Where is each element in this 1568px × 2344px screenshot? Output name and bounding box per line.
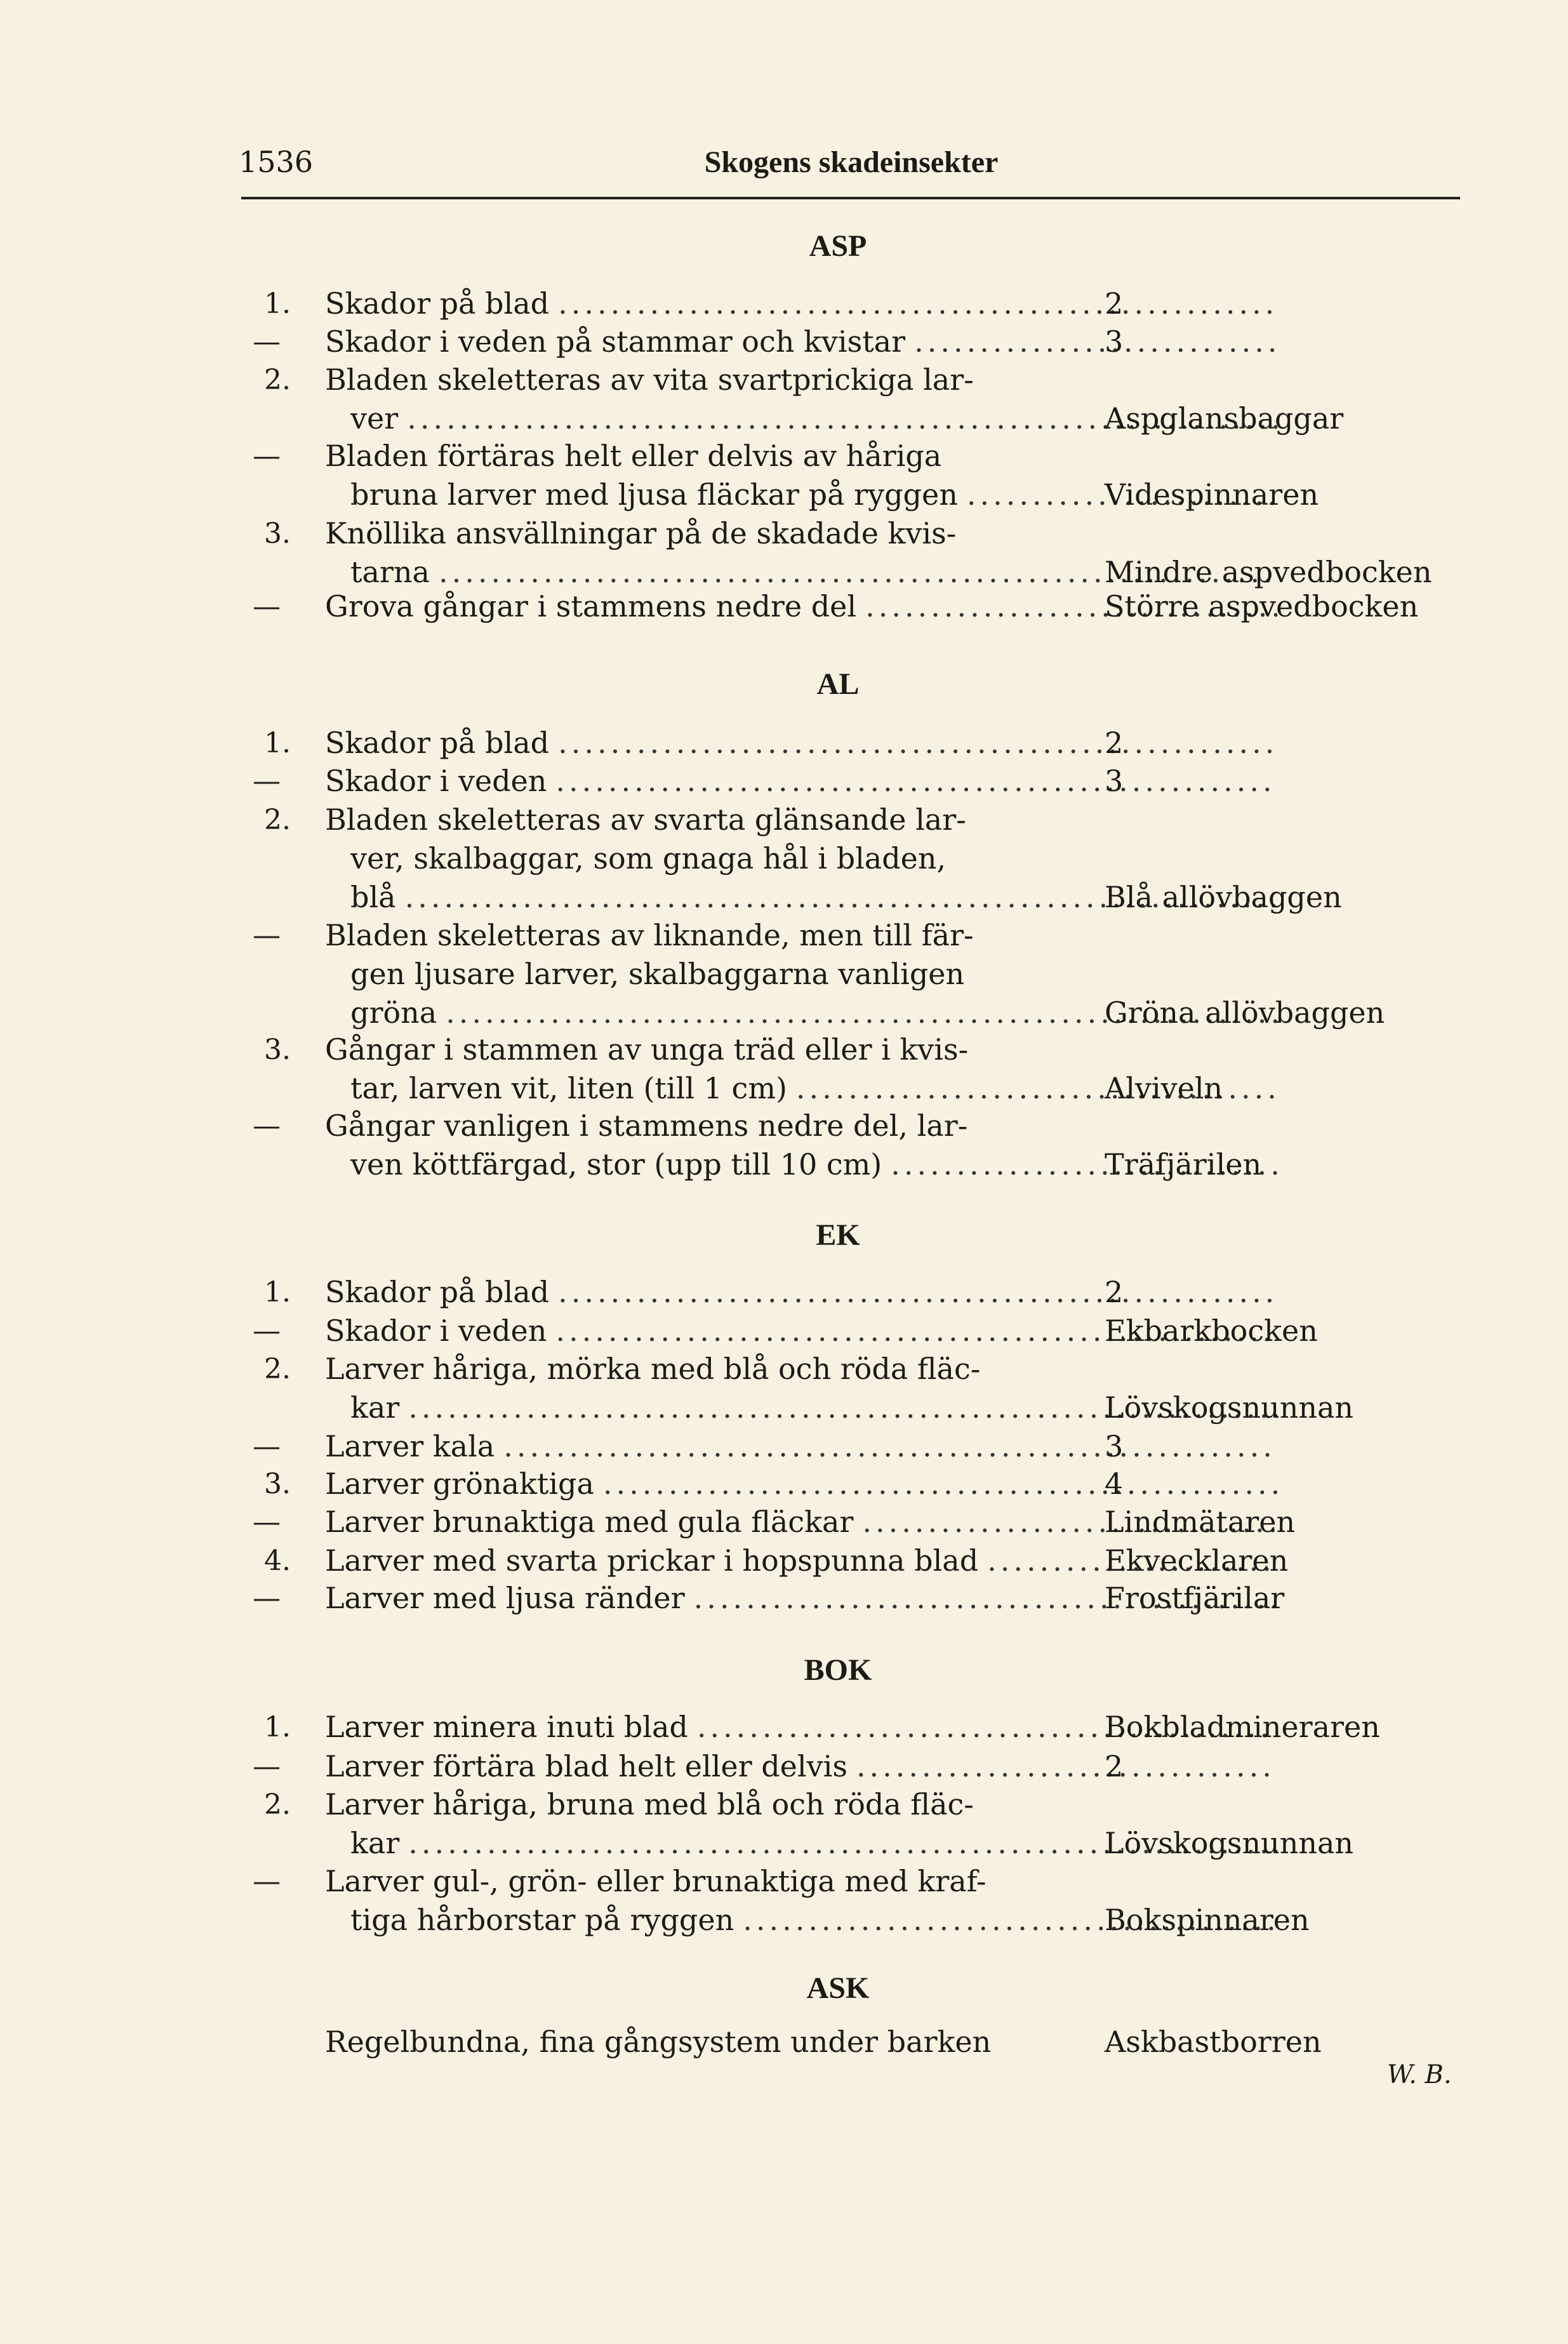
entry-line-text: kar: [350, 1826, 400, 1860]
entry-result: Aspglansbaggar: [1105, 401, 1344, 436]
entry-line: [325, 801, 1277, 839]
entry-line-text: Larver med svarta prickar i hopspunna blad: [325, 1543, 979, 1578]
entry-line: [325, 1107, 1277, 1145]
author-signature: W. B.: [1387, 2060, 1452, 2089]
entry-result: 2: [1105, 286, 1124, 321]
entry-line: [325, 839, 1277, 878]
entry-line-text: blå: [350, 880, 396, 914]
entry-result: Alviveln: [1105, 1071, 1223, 1105]
page-number: 1536: [239, 145, 314, 179]
entry-result: Videspinnaren: [1105, 477, 1319, 512]
entry-line-text: Skador på blad: [325, 1275, 550, 1309]
entry-number: 2.: [264, 364, 291, 396]
entry-line-text: Skador i veden: [325, 1314, 547, 1348]
entry-result: 3: [1105, 324, 1124, 359]
entry-number: —: [253, 1110, 281, 1142]
entry-line-text: ven köttfärgad, stor (upp till 10 cm): [350, 1147, 882, 1182]
entry-result: 3: [1105, 764, 1124, 798]
entry-line-text: Larver grönaktiga: [325, 1467, 594, 1501]
header-rule: [241, 197, 1460, 199]
entry-line-text: Larver med ljusa ränder: [325, 1581, 685, 1615]
entry-result: Lövskogsnunnan: [1105, 1826, 1354, 1860]
entry-number: —: [253, 326, 281, 358]
entry-line-text: kar: [350, 1390, 400, 1425]
entry-result: Mindre aspvedbocken: [1105, 555, 1432, 589]
entry-result: Askbastborren: [1105, 2025, 1322, 2059]
entry-line-text: Larver kala: [325, 1429, 495, 1463]
entry-number: 3.: [264, 1034, 291, 1066]
entry-line-text: tarna: [350, 555, 430, 589]
entry-line-text: Skador på blad: [325, 286, 550, 321]
entry-line-text: Bladen skeletteras av liknande, men till fär-: [325, 918, 974, 952]
entry-number: 2.: [264, 1353, 291, 1385]
section-title-bok: BOK: [804, 1653, 872, 1687]
entry-line-text: bruna larver med ljusa fläckar på ryggen: [350, 477, 958, 512]
entry-number: 1.: [264, 1711, 291, 1743]
entry-result: 2: [1105, 1749, 1124, 1783]
entry-number: —: [253, 765, 281, 797]
entry-number: —: [253, 1582, 281, 1615]
entry-line-text: Bladen skeletteras av vita svartprickiga lar-: [325, 363, 974, 397]
entry-line: [325, 1030, 1277, 1069]
entry-number: 1.: [264, 727, 291, 759]
entry-number: —: [253, 919, 281, 952]
entry-line-text: gen ljusare larver, skalbaggarna vanligen: [350, 957, 965, 991]
entry-number: 4.: [264, 1545, 291, 1577]
entry-line-text: Larver förtära blad helt eller delvis: [325, 1749, 847, 1783]
entry-line-text: Larver håriga, bruna med blå och röda fläc-: [325, 1787, 974, 1821]
section-title-ek: EK: [816, 1218, 860, 1252]
entry-line-text: Bladen förtäras helt eller delvis av håriga: [325, 439, 942, 473]
page-header: [239, 145, 1464, 189]
entry-line-text: gröna: [350, 996, 437, 1030]
entry-number: 3.: [264, 1468, 291, 1500]
entry-number: —: [253, 1430, 281, 1463]
entry-line: [325, 955, 1277, 994]
entry-line: [325, 361, 1277, 399]
entry-result: Blå allövbaggen: [1105, 880, 1342, 914]
entry-line: [325, 437, 1277, 476]
entry-result: Lindmätaren: [1105, 1505, 1296, 1539]
entry-line: [325, 1785, 1277, 1824]
entry-result: 4: [1105, 1467, 1124, 1501]
section-title-al: AL: [816, 667, 860, 701]
entry-result: Lövskogsnunnan: [1105, 1390, 1354, 1425]
entry-line-text: Skador i veden: [325, 764, 547, 798]
running-title: Skogens skadeinsekter: [704, 145, 999, 179]
entry-number: —: [253, 1315, 281, 1347]
entry-number: 1.: [264, 1276, 291, 1309]
entry-line-text: Knöllika ansvällningar på de skadade kvis-: [325, 516, 957, 550]
entry-result: 3: [1105, 1429, 1124, 1463]
entry-number: —: [253, 1506, 281, 1538]
entry-result: Gröna allövbaggen: [1105, 996, 1385, 1030]
entry-result: Bokspinnaren: [1105, 1903, 1310, 1937]
entry-line: [325, 916, 1277, 955]
entry-line: [325, 1350, 1277, 1388]
entry-line-text: Gångar vanligen i stammens nedre del, lar-: [325, 1109, 968, 1143]
entry-line-text: tiga hårborstar på ryggen: [350, 1903, 734, 1937]
entry-number: —: [253, 1865, 281, 1898]
entry-line-text: Regelbundna, fina gångsystem under barken: [325, 2025, 992, 2059]
entry-line-text: Larver brunaktiga med gula fläckar: [325, 1505, 854, 1539]
entry-result: Träfjärilen: [1105, 1147, 1262, 1182]
entry-line-text: Gångar i stammen av unga träd eller i kvis-: [325, 1032, 969, 1067]
entry-line-text: Skador på blad: [325, 726, 550, 760]
entry-number: 2.: [264, 804, 291, 836]
entry-line-text: Skador i veden på stammar och kvistar: [325, 324, 906, 359]
entry-line-text: Larver minera inuti blad: [325, 1710, 688, 1744]
entry-line: [325, 514, 1277, 553]
entry-result: Frostfjärilar: [1105, 1581, 1285, 1615]
entry-line: [325, 1862, 1277, 1901]
entry-number: 1.: [264, 288, 291, 320]
entry-line-text: ver, skalbaggar, som gnaga hål i bladen,: [350, 841, 947, 876]
entry-line-text: Larver håriga, mörka med blå och röda fläc-: [325, 1352, 981, 1386]
entry-line-text: Bladen skeletteras av svarta glänsande lar-: [325, 802, 966, 837]
entry-line-text: tar, larven vit, liten (till 1 cm): [350, 1071, 787, 1105]
entry-number: —: [253, 1750, 281, 1783]
entry-result: Ekvecklaren: [1105, 1543, 1289, 1578]
section-title-ask: ASK: [806, 1971, 870, 2005]
entry-number: 3.: [264, 517, 291, 550]
entry-result: Större aspvedbocken: [1105, 589, 1419, 623]
entry-number: 2.: [264, 1788, 291, 1821]
entry-result: 2: [1105, 1275, 1124, 1309]
entry-result: 2: [1105, 726, 1124, 760]
entry-result: Ekbarkbocken: [1105, 1314, 1318, 1348]
entry-line-text: ver: [350, 401, 399, 436]
entry-result: Bokbladmineraren: [1105, 1710, 1380, 1744]
entry-number: —: [253, 590, 281, 623]
section-title-asp: ASP: [809, 229, 867, 263]
entry-number: —: [253, 440, 281, 472]
entry-line-text: Larver gul-, grön- eller brunaktiga med kraf-: [325, 1864, 987, 1898]
entry-line-text: Grova gångar i stammens nedre del: [325, 589, 857, 623]
